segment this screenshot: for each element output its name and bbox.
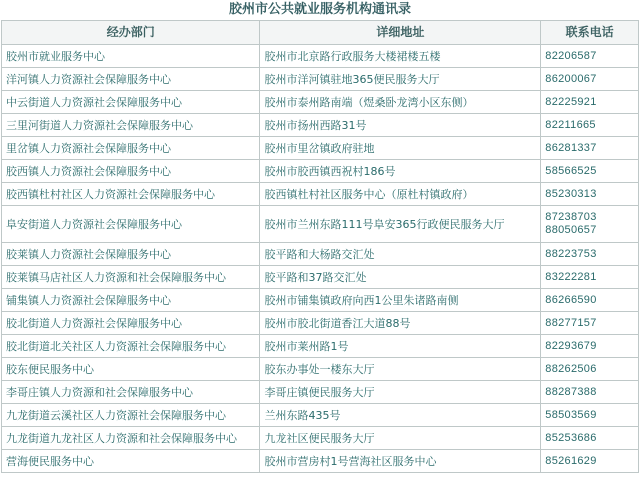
department-cell: 胶北街道人力资源社会保障服务中心	[2, 312, 260, 335]
table-row	[2, 289, 639, 312]
table-row	[2, 266, 639, 289]
department-cell: 九龙街道九龙社区人力资源和社会保障服务中心	[2, 427, 260, 450]
address-cell: 兰州东路435号	[260, 404, 541, 427]
phone-cell	[541, 243, 639, 266]
phone-number: 58566525	[545, 164, 597, 177]
phone-cell	[541, 206, 639, 243]
phone-cell	[541, 381, 639, 404]
phone-number: 82211665	[545, 118, 596, 131]
phone-number: 83222281	[545, 270, 597, 283]
address-cell: 胶州市兰州东路111号阜安365行政便民服务大厅	[260, 206, 541, 243]
address-cell: 胶州市里岔镇政府驻地	[260, 137, 541, 160]
address-cell: 胶平路和大杨路交汇处	[260, 243, 541, 266]
address-cell: 胶西镇杜村社区服务中心（原杜村镇政府）	[260, 183, 541, 206]
phone-number: 85261629	[545, 454, 597, 467]
phone-number: 88287388	[545, 385, 597, 398]
column-header-phone: 联系电话	[541, 21, 639, 45]
address-cell: 胶州市营房村1号营海社区服务中心	[260, 450, 541, 473]
department-cell: 胶莱镇马店社区人力资源和社会保障服务中心	[2, 266, 260, 289]
table-row	[2, 335, 639, 358]
table-row	[2, 160, 639, 183]
phone-number: 86200067	[545, 72, 597, 85]
table-row	[2, 91, 639, 114]
table-row	[2, 381, 639, 404]
phone-number: 88050657	[545, 224, 597, 236]
address-cell: 胶州市北京路行政服务大楼裙楼五楼	[260, 45, 541, 68]
department-cell: 胶西镇人力资源社会保障服务中心	[2, 160, 260, 183]
department-cell: 阜安街道人力资源社会保障服务中心	[2, 206, 260, 243]
table-row	[2, 450, 639, 473]
department-cell: 胶莱镇人力资源社会保障服务中心	[2, 243, 260, 266]
phone-number: 86281337	[545, 141, 597, 154]
table-row	[2, 427, 639, 450]
table-row	[2, 137, 639, 160]
phone-number: 88262506	[545, 362, 597, 375]
phone-cell	[541, 137, 639, 160]
phone-number: 85230313	[545, 187, 597, 200]
table-row	[2, 206, 639, 243]
table-row	[2, 358, 639, 381]
department-cell: 里岔镇人力资源社会保障服务中心	[2, 137, 260, 160]
address-cell: 胶州市胶西镇西祝村186号	[260, 160, 541, 183]
table-row	[2, 45, 639, 68]
phone-cell	[541, 358, 639, 381]
phone-cell	[541, 266, 639, 289]
department-cell: 九龙街道云溪社区人力资源社会保障服务中心	[2, 404, 260, 427]
address-cell: 胶州市洋河镇驻地365便民服务大厅	[260, 68, 541, 91]
address-cell: 胶州市扬州西路31号	[260, 114, 541, 137]
phone-number: 87238703	[545, 211, 597, 223]
department-cell: 洋河镇人力资源社会保障服务中心	[2, 68, 260, 91]
address-cell: 胶州市泰州路南端（煜桑卧龙湾小区东侧）	[260, 91, 541, 114]
address-cell: 胶州市铺集镇政府向西1公里朱诸路南侧	[260, 289, 541, 312]
phone-cell	[541, 160, 639, 183]
department-cell: 胶东便民服务中心	[2, 358, 260, 381]
column-header-department: 经办部门	[2, 21, 260, 45]
address-cell: 胶州市胶北街道香江大道88号	[260, 312, 541, 335]
phone-number: 86266590	[545, 293, 597, 306]
address-cell: 胶东办事处一楼东大厅	[260, 358, 541, 381]
phone-cell	[541, 335, 639, 358]
phone-number: 58503569	[545, 408, 597, 421]
address-cell: 胶平路和37路交汇处	[260, 266, 541, 289]
department-cell: 李哥庄镇人力资源和社会保障服务中心	[2, 381, 260, 404]
phone-cell	[541, 114, 639, 137]
table-row	[2, 68, 639, 91]
department-cell: 胶西镇杜村社区人力资源社会保障服务中心	[2, 183, 260, 206]
table-row	[2, 243, 639, 266]
department-cell: 胶州市就业服务中心	[2, 45, 260, 68]
directory-table	[1, 20, 639, 473]
table-row	[2, 312, 639, 335]
phone-cell	[541, 91, 639, 114]
phone-cell	[541, 404, 639, 427]
phone-number: 82206587	[545, 49, 597, 62]
phone-cell	[541, 427, 639, 450]
column-header-address: 详细地址	[260, 21, 541, 45]
table-row	[2, 114, 639, 137]
phone-cell	[541, 312, 639, 335]
phone-cell	[541, 45, 639, 68]
phone-number: 88223753	[545, 247, 597, 260]
phone-cell	[541, 68, 639, 91]
table-row	[2, 404, 639, 427]
department-cell: 铺集镇人力资源社会保障服务中心	[2, 289, 260, 312]
phone-number: 82293679	[545, 339, 597, 352]
department-cell: 三里河街道人力资源社会保障服务中心	[2, 114, 260, 137]
department-cell: 中云街道人力资源社会保障服务中心	[2, 91, 260, 114]
phone-number: 88277157	[545, 316, 597, 329]
phone-cell	[541, 289, 639, 312]
address-cell: 九龙社区便民服务大厅	[260, 427, 541, 450]
address-cell: 李哥庄镇便民服务大厅	[260, 381, 541, 404]
table-row	[2, 183, 639, 206]
department-cell: 胶北街道北关社区人力资源社会保障服务中心	[2, 335, 260, 358]
header-row	[2, 21, 639, 45]
page-title: 胶州市公共就业服务机构通讯录	[228, 2, 411, 17]
address-cell: 胶州市莱州路1号	[260, 335, 541, 358]
phone-number: 82225921	[545, 95, 597, 108]
phone-cell	[541, 183, 639, 206]
department-cell: 营海便民服务中心	[2, 450, 260, 473]
phone-cell	[541, 450, 639, 473]
phone-number: 85253686	[545, 431, 597, 444]
